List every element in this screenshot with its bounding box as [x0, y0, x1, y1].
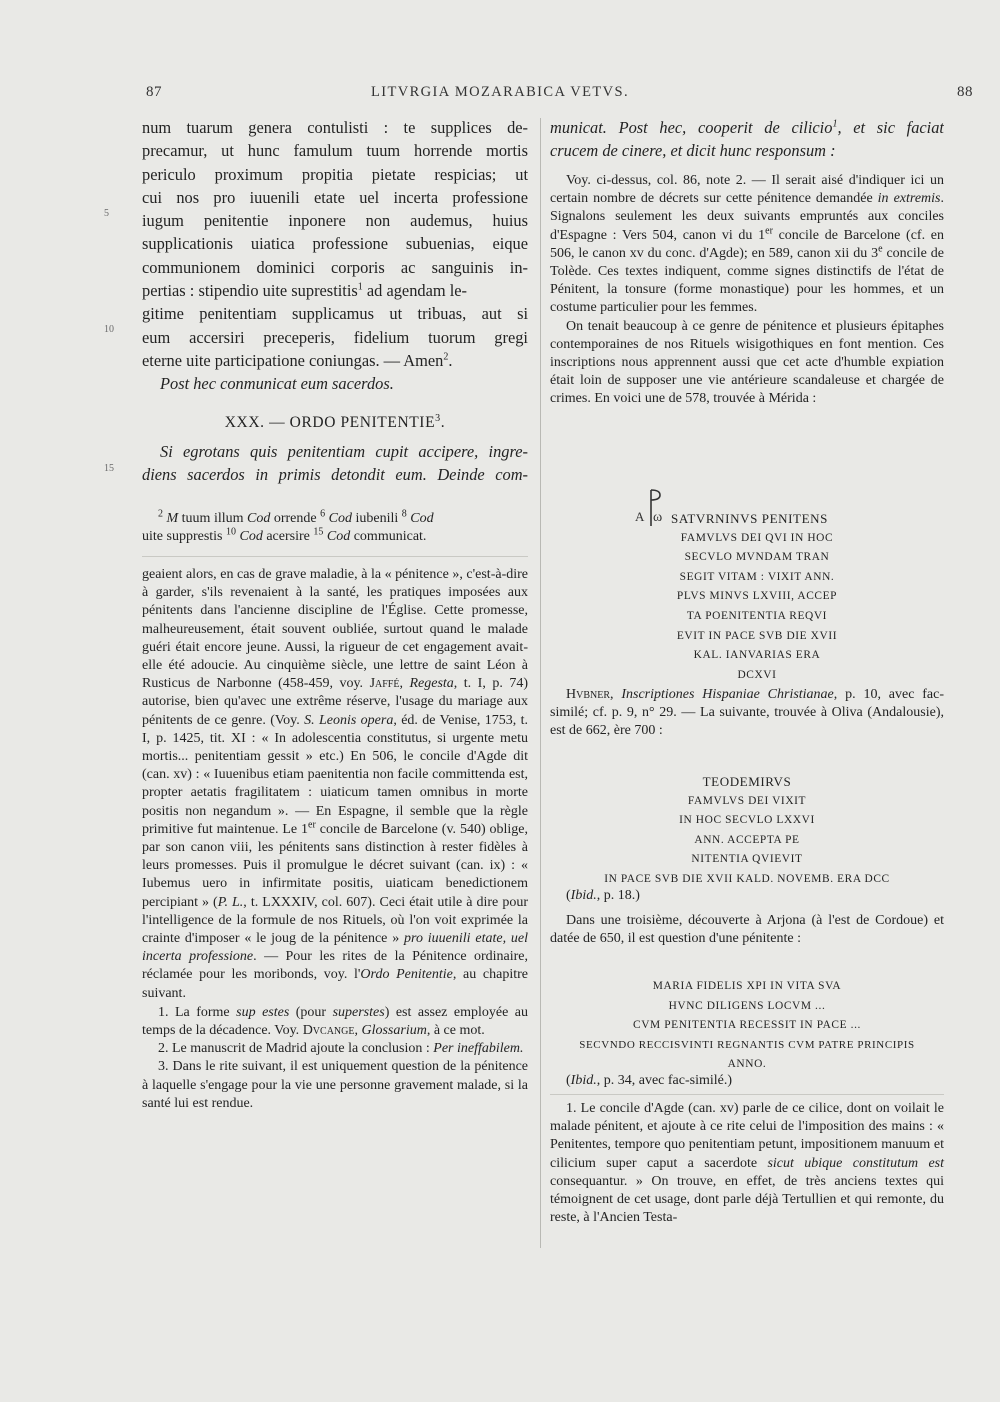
- inscription-teodemirus: [550, 772, 944, 890]
- apparatus-ref: 8: [401, 508, 407, 520]
- inscription-line: DCXVI: [737, 668, 777, 681]
- latin-form: superstes: [332, 1004, 385, 1020]
- work-title: Regesta: [409, 676, 454, 692]
- text-run: concile de Barcelone (cf. en 506, le canon xv du conc. d'Agde); en 589, canon xii du 3: [550, 227, 944, 261]
- apparatus-text: iubenili: [351, 511, 402, 526]
- author-name: Dvcange: [302, 1023, 355, 1039]
- text-run: 1. Le concile d'Agde (can. xv) parle de ce cilice, dont on voilait le malade pénitent, et ajoute à ce rite celui de l'imposition des mains : « Penitentes, tempore quo penitentiam petunt, impositionem manuum et cilicium super caput a sacerdote: [550, 1101, 944, 1171]
- apparatus-ref: 15: [313, 526, 324, 538]
- text-run: , t. LXXXIV, col. 607). Ceci était utile à dire pour l'intelligence de la formule de nos Rituels, où l'on voit exprimée la crainte d'imposer « le joug de la pénitence »: [142, 894, 528, 947]
- latin-line: cui nos pro iuuenili etate uel incerta professione: [142, 187, 528, 207]
- alpha-glyph: A: [635, 509, 645, 524]
- commentary-paragraph: [550, 172, 944, 318]
- punctuation: .: [448, 350, 453, 370]
- section-heading-text: XXX. — ORDO PENITENTIE: [224, 414, 436, 431]
- latin-line: num tuarum genera contulisti : te supplices de-: [142, 118, 528, 137]
- ordinal-suffix: er: [308, 819, 316, 831]
- apparatus-siglum: Cod: [326, 529, 351, 544]
- inscription-line: NITENTIA QVIEVIT: [691, 853, 803, 866]
- text-run: ) est assez employée au temps de la décadence. Voy.: [142, 1004, 528, 1039]
- inscription-line: FAMVLVS DEI VIXIT: [687, 794, 807, 807]
- rubric-text: , et sic faciat: [837, 118, 944, 137]
- apparatus-siglum: Cod: [328, 511, 352, 526]
- latin-quote: pro iuuenili etate, uel incerta professione: [142, 931, 529, 965]
- apparatus-siglum: Cod: [410, 511, 434, 526]
- inscription-line: CVM PENITENTIA RECESSIT IN PACE ...: [633, 1019, 861, 1032]
- latin-quote: Per ineffabilem.: [433, 1041, 524, 1057]
- left-commentary: [142, 566, 528, 1113]
- footnote-ref: 2: [443, 351, 449, 363]
- footnote-ref: 3: [435, 412, 441, 424]
- inscription-line: IN PACE SVB DIE XVII KALD. NOVEMB. ERA DCC: [604, 872, 890, 885]
- ibid: Ibid.: [570, 1073, 597, 1088]
- rubric-communion: Post hec conmunicat eum sacerdos.: [160, 374, 394, 394]
- latin-line: [142, 349, 528, 372]
- latin-line: precamur, ut hunc famulum tuum horrende mortis: [142, 141, 528, 161]
- text-run: 2. Le manuscrit de Madrid ajoute la conclusion :: [158, 1041, 434, 1057]
- right-page-number: 88: [957, 84, 973, 100]
- work-title: S. Leonis opera: [304, 712, 394, 728]
- work-title: Ordo Penitentie: [360, 967, 453, 983]
- text-run: , à ce mot.: [426, 1023, 485, 1039]
- ibid: Ibid.: [570, 888, 597, 903]
- critical-apparatus: [142, 510, 528, 546]
- running-title: LITVRGIA MOZARABICA VETVS.: [370, 84, 630, 100]
- apparatus-text: communicat.: [350, 529, 427, 544]
- footnote-1: [550, 1100, 944, 1227]
- inscription-saturninus: [642, 509, 872, 685]
- inscription-line: ANNO.: [727, 1058, 767, 1071]
- rubric-line: Si egrotans quis penitentiam cupit accipere, ingre-: [160, 442, 528, 461]
- apparatus-siglum: Cod: [247, 511, 271, 526]
- inscription-line: SATVRNINVS PENITENS: [671, 511, 828, 526]
- footnote-1: [142, 1004, 528, 1040]
- ordinal-suffix: er: [765, 224, 773, 236]
- ibid-citation-1: [550, 887, 944, 905]
- inscription-line: HVNC DILIGENS LOCVM ...: [668, 999, 826, 1012]
- latin-line: communionem dominici corporis ac sanguinis in-: [142, 257, 528, 277]
- inscription-line: ANN. ACCEPTA PE: [694, 833, 800, 846]
- apparatus-text: acersire: [262, 529, 314, 544]
- apparatus-ref: 10: [226, 526, 236, 538]
- apparatus-siglum: Cod: [239, 529, 263, 544]
- rubric-line: diens sacerdos in primis detondit eum. Deinde com-: [142, 465, 528, 485]
- inscription-line: PLVS MINVS LXVIII, ACCEP: [676, 590, 838, 603]
- margin-line-number-15: 15: [104, 463, 114, 474]
- text-run: , p. 10, avec fac-similé; cf. p. 9, n° 29. — La suivante, trouvée à Oliva (Andalousie), est de 662, ère 700 :: [550, 687, 944, 739]
- latin-phrase: in extremis: [877, 191, 941, 207]
- inscription-maria: [550, 977, 944, 1075]
- latin-line: iugum penitentie inponere non audemus, huius: [142, 211, 528, 231]
- margin-line-number-10: 10: [104, 324, 114, 335]
- rubric-ordo: [142, 440, 528, 487]
- apparatus-text: uite supprestis: [142, 529, 226, 544]
- inscription-line: EVIT IN PACE SVB DIE XVII: [676, 629, 838, 642]
- work-title: Inscriptiones Hispaniae Christianae: [621, 687, 834, 702]
- source-citation-1: [550, 686, 944, 741]
- author-name: Jaffé: [369, 676, 400, 692]
- text-run: 1. La forme: [158, 1004, 237, 1020]
- ibid-citation-2: [550, 1072, 944, 1090]
- inscription-line: IN HOC SECVLO LXXVI: [679, 814, 815, 827]
- text-run: Voy. ci-dessus, col. 86, note 2. — Il serait aisé d'indiquer ici un certain nombre de décrets sur cette pénitence demandée: [550, 173, 944, 207]
- section-heading: [142, 414, 528, 432]
- third-inscription-intro: [550, 912, 944, 948]
- text-run: , t. I, p. 74) autorise, bien qu'avec une extrême réserve, l'usage du mariage aux pénitents de ce genre. (Voy.: [142, 676, 529, 728]
- footnote-3: 3. Dans le rite suivant, il est uniquement question de la pénitence à laquelle s'engage pour la vie une personne gravement malade, si la santé lui est rendue.: [142, 1059, 528, 1111]
- omega-glyph: ω: [653, 510, 663, 525]
- latin-quote: sicut ubique constitutum est: [767, 1155, 944, 1171]
- inscription-line: MARIA FIDELIS XPI IN VITA SVA: [652, 980, 842, 992]
- text-run: geaient alors, en cas de grave maladie, à la « pénitence », c'est-à-dire à garder, s'ils revenaient à la santé, les pratiques imposées aux pénitents dans l'ancienne discipline de l'Église. Cette promesse, malheureusement, était souvent oubliée, surtout quand le malade guéri était encore jeune. Aussi, la rigueur de cet engagement avait-elle été adoucie. Au cinquième siècle, une lettre de saint Léon à Rusticus de Narbonne (458-459, voy.: [142, 567, 528, 692]
- text-run: (pour: [289, 1004, 333, 1020]
- text-run: concile de Tolède. Ces textes indiquent, comme signes distinctifs de l'état de Pénitent, la tonsure (forme monastique) pour les hommes, et un costume particulier pour les femmes.: [550, 245, 945, 316]
- apparatus-text: tuum illum: [178, 511, 248, 526]
- footnote-rule: [550, 1094, 944, 1095]
- text-run: consequantur. » On trouve, en effet, de très anciens textes qui témoignent de cet usage, dont parle déjà Tertullien et qui remonte, du reste, à l'Ancien Testa-: [550, 1173, 944, 1226]
- footnote-ref: 1: [357, 281, 363, 293]
- apparatus-line: [142, 528, 528, 546]
- apparatus-line: [158, 510, 528, 528]
- commentary-paragraph: Hvbner, Inscriptiones Hispaniae Christianae, p. 10, avec fac-similé; cf. p. 9, n° 29. — La suivante, trouvée à Oliva (Andalousie), est de 662, ère 700 :: [550, 687, 944, 739]
- text-run: , éd. de Venise, 1753, t. I, p. 1425, tit. XI : « In adolescentia constitutus, si urgente metu mortis... penitentiam gessit » etc.) En 506, le concile d'Agde dit (can. xv) : « Iuuenibus etiam paenitentia non facile committenda est, propter aetatis fragilitatem : uiaticum tamen omnibus in morte positis non negandum ». — En Espagne, il semble que la règle primitive fut maintenue. Le 1: [142, 712, 529, 837]
- inscription-line: SEGIT VITAM : VIXIT ANN.: [679, 570, 835, 583]
- text-run: , p. 34, avec fac-similé.): [596, 1073, 733, 1088]
- latin-line: eum accersiri preceperis, fidelium tuorum gregi: [142, 327, 528, 347]
- text-run: ,: [354, 1023, 362, 1039]
- apparatus-rule: [142, 556, 528, 557]
- inscription-line: TEODEMIRVS: [702, 774, 792, 789]
- work-title: Glossarium: [361, 1023, 427, 1039]
- apparatus-siglum: M: [166, 511, 179, 526]
- work-title: P. L.: [217, 894, 244, 910]
- inscription-line: FAMVLVS DEI QVI IN HOC: [680, 531, 834, 544]
- footnote-2: [142, 1040, 528, 1058]
- latin-line-text: pertias : stipendio uite suprestitis: [142, 281, 358, 301]
- apparatus-ref: 6: [320, 508, 326, 520]
- inscription-line: SECVLO MVNDAM TRAN: [684, 551, 830, 564]
- apparatus-text: orrende: [270, 511, 321, 526]
- text-run: concile de Barcelone (v. 540) oblige, par son canon viii, les pénitents sans distinction à rester fidèles à leurs promesses. Puis il promulgue le décret suivant (can. ix) : « Iubemus uero in infirmitate positis, uiaticam benedictionem percipiant » (: [142, 821, 528, 910]
- latin-line-text: eterne uite participatione coniungas. — Amen: [142, 350, 444, 370]
- text-run: . Signalons seulement les deux suivants empruntés aux conciles d'Espagne : Vers 504, canon vi du 1: [550, 191, 944, 243]
- latin-prayer-text: [142, 116, 528, 396]
- author-name: Hvbner: [566, 687, 611, 702]
- right-commentary: [550, 172, 944, 409]
- latin-line: [142, 279, 528, 302]
- rubric-continued: [550, 116, 944, 163]
- rubric-line: crucem de cinere, et dicit hunc responsum :: [550, 141, 836, 161]
- rubric-line: [550, 116, 944, 139]
- text-run: , au chapitre suivant.: [142, 967, 528, 1001]
- latin-form: sup estes: [236, 1004, 290, 1020]
- text-run: , p. 18.): [596, 888, 640, 903]
- latin-line-text: ad agendam le-: [362, 281, 468, 301]
- punctuation: .: [440, 414, 446, 431]
- right-footnote: [550, 1100, 944, 1227]
- latin-line: gitime penitentiam supplicamus ut tribuas, aut si: [142, 304, 528, 324]
- citation: (Ibid., p. 18.): [566, 888, 640, 903]
- inscription-line: TA POENITENTIA REQVI: [686, 609, 828, 622]
- inscription-line: KAL. IANVARIAS ERA: [693, 649, 821, 662]
- commentary-paragraph: Dans une troisième, découverte à Arjona (à l'est de Cordoue) et datée de 650, il est question d'une pénitente :: [550, 913, 944, 947]
- citation: (Ibid., p. 34, avec fac-similé.): [566, 1073, 733, 1088]
- text-run: . — Pour les rites de la Pénitence ordinaire, réclamée pour les moribonds, voy. l': [142, 949, 528, 983]
- rubric-text: municat. Post hec, cooperit de cilicio: [550, 118, 833, 137]
- column-divider: [540, 118, 541, 1248]
- ordinal-suffix: e: [878, 243, 883, 255]
- footnote-ref: 1: [832, 118, 838, 130]
- margin-line-number-5: 5: [104, 208, 109, 219]
- commentary-paragraph: geaient alors, en cas de grave maladie, à la « pénitence », c'est-à-dire à garder, s'ils revenaient à la santé, les pratiques imposées aux pénitents dans l'ancienne discipline de l'Église. Cette promesse, malheureusement, était souvent oubliée, surtout quand le malade guéri était encore jeune. Aussi, la rigueur de cet engagement avait-elle été adoucie. Au cinquième siècle, une lettre de saint Léon à Rusticus de Narbonne (458-459, voy. Jaffé, Regesta, t. I, p. 74) autorise, bien qu'avec une extrême réserve, l'usage du mariage aux pénitents de ce genre. (Voy. S. Leonis opera, éd. de Venise, 1753, t. I, p. 1425, tit. XI : « In adolescentia constitutus, si urgente metu mortis... penitentiam gessit » etc.) En 506, le concile d'Agde dit (can. xv) : « Iuuenibus etiam paenitentia non facile committenda est, propter aetatis fragilitatem : uiaticum tamen omnibus in morte positis non negandum ». — En Espagne, il semble que la règle primitive fut maintenue. Le 1er concile de Barcelone (v. 540) oblige, par son canon viii, les pénitents sans distinction à rester fidèles à leurs promesses. Puis il promulgue le décret suivant (can. ix) : « Iubemus uero in infirmitate positis, uiaticam benedictionem percipiant » (P. L., t. LXXXIV, col. 607). Ceci était utile à dire pour l'intelligence de la formule de nos Rituels, où l'on voit exprimée la crainte d'imposer « le joug de la pénitence » pro iuuenili etate, uel incerta professione. — Pour les rites de la Pénitence ordinaire, réclamée pour les moribonds, voy. l'Ordo Penitentie, au chapitre suivant.: [142, 567, 529, 1001]
- latin-line: supplicationis uiatica professione subuenias, eique: [142, 234, 528, 254]
- inscription-line: SECVNDO RECCISVINTI REGNANTIS CVM PATRE PRINCIPIS: [579, 1038, 915, 1051]
- left-page-number: 87: [146, 84, 162, 100]
- latin-line: periculo proximum propitia pietate respicias; ut: [142, 164, 528, 184]
- commentary-paragraph: On tenait beaucoup à ce genre de pénitence et plusieurs épitaphes contemporaines de nos Rituels wisigothiques en font mention. Ces inscriptions nous apprennent aussi que cet acte d'humble expiation était loin de supposer une vie antérieure scandaleuse et chargée de crimes. En voici une de 578, trouvée à Mérida :: [550, 318, 944, 407]
- apparatus-ref: 2: [158, 508, 163, 520]
